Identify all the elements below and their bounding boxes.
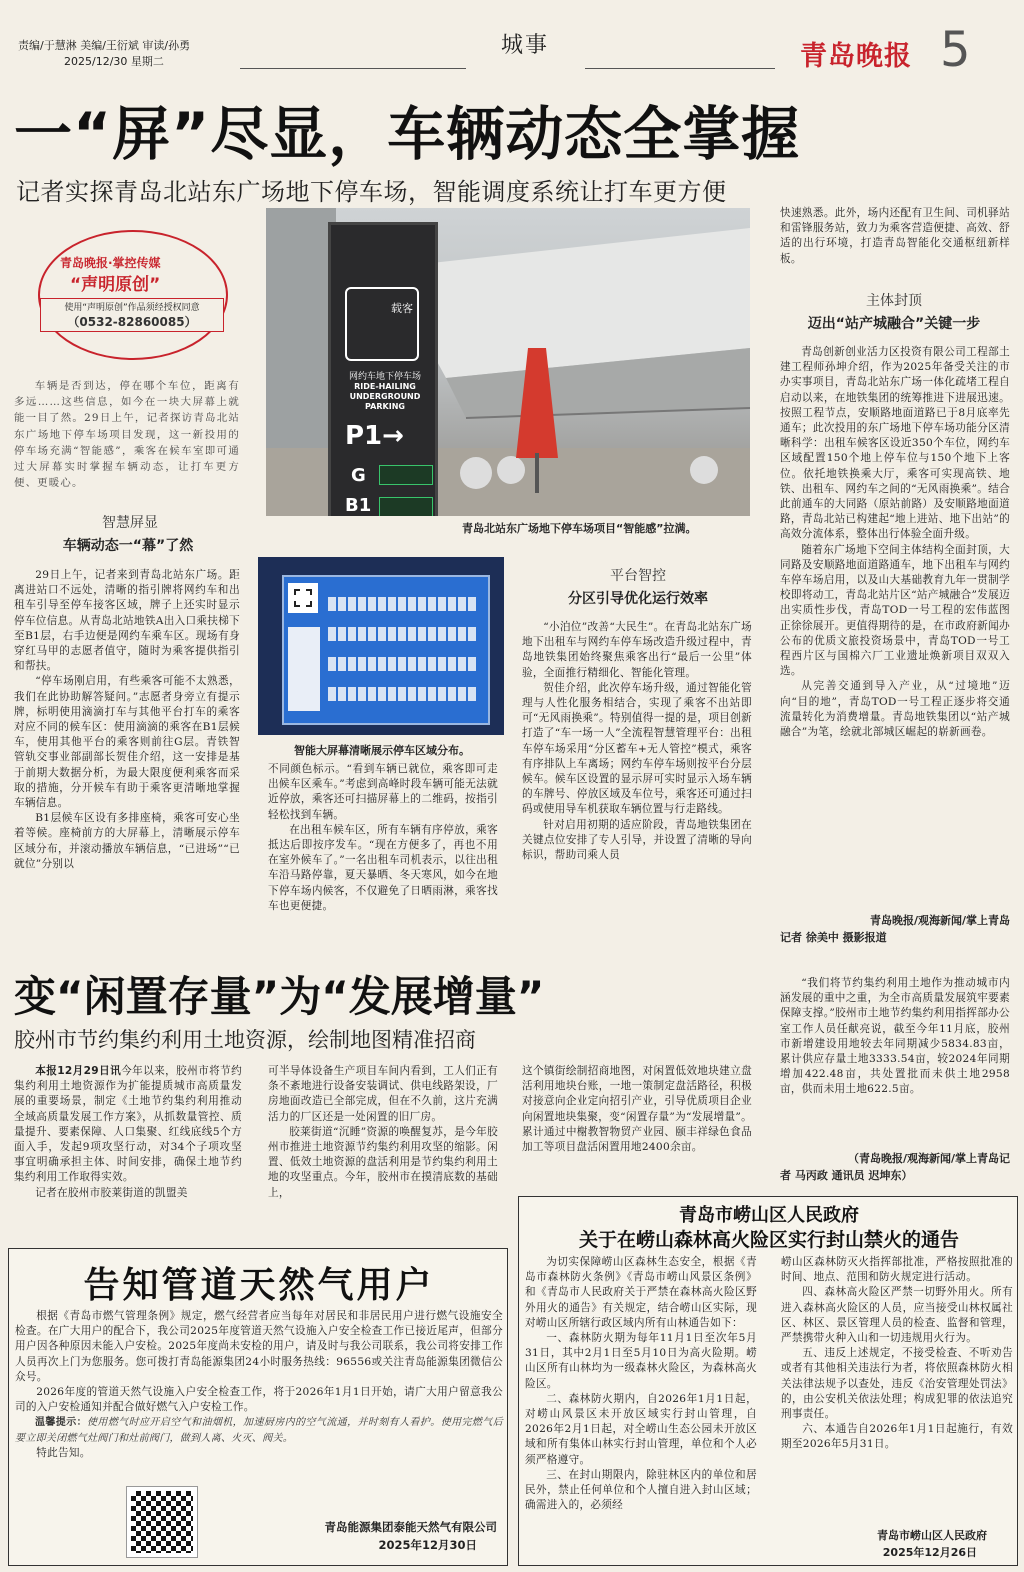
screen-grid-2 bbox=[328, 627, 478, 641]
article1-col2 bbox=[268, 762, 498, 952]
page-number: 5 bbox=[940, 22, 971, 78]
article2-credit bbox=[780, 1150, 1010, 1184]
parking-sign-board bbox=[328, 222, 438, 516]
paragraph: 记者在胶州市胶莱街道的凯盟美 bbox=[35, 1186, 188, 1199]
date-line: 2025/12/30 星期二 bbox=[64, 55, 164, 68]
gas-notice-body bbox=[15, 1309, 503, 1461]
sign-title-cn: 网约车地下停车场 bbox=[348, 372, 421, 382]
paragraph: 崂山区森林防灭火指挥部批准，严格按照批准的时间、地点、范围和防火规定进行活动。 bbox=[781, 1256, 1013, 1284]
paragraph: “小泊位”改善“大民生”。在青岛北站东广场地下出租车与网约车停车场改造升级过程中，青岛地铁集团始终聚焦乘客出行“最后一公里”体验，全面推行精细化、智能化管理。 bbox=[522, 621, 752, 679]
paragraph: 这个镇街绘制招商地图，对闲置低效地块建立盘活利用地块台账，一地一策制定盘活路径，积极对接意向企业定向招引产业，引导优质项目企业向闲置地块集聚，变“闲置存量”为“发展增量”。累计通过中榭教智物贸产业园、颐丰祥绿色食品加工等项目盘活闲置用地2400余亩。 bbox=[522, 1065, 752, 1154]
paragraph: 为切实保障崂山区森林生态安全，根据《青岛市森林防火条例》《青岛市崂山风景区条例》和《青岛市人民政府关于严禁在森林高火险区野外用火的通告》有关规定，结合崂山区实际，现对崂山区所辖行政区域内所有山林通告如下： bbox=[525, 1256, 757, 1329]
article1-col1 bbox=[14, 568, 240, 948]
photo-parking-sign bbox=[266, 208, 750, 516]
paragraph: 可半导体设备生产项目车间内看到，工人们正有条不紊地进行设备安装调试、供电线路架设，厂房地面改造已全部完成，但在不久前，这片充满活力的厂区还是一处闲置的旧厂房。 bbox=[268, 1065, 498, 1123]
paragraph bbox=[14, 1064, 242, 1186]
laoshan-org: 青岛市崂山区人民政府 bbox=[877, 1529, 987, 1542]
paragraph: 2026年度的管道天然气设施入户安全检查工作，将于2026年1月1日开始，请广大用户留意我公司的入户安检通知并配合做好燃气入户安检工作。 bbox=[15, 1386, 503, 1414]
paragraph: 青岛创新创业活力区投资有限公司工程部土建工程师孙坤介绍，作为2025年备受关注的市办实事项目，青岛北站东广场一体化疏堵工程自启动以来，在地铁集团的统筹推进下进展迅速。按照工程节点，安顺路地面道路已于8月底率先通车；此次投用的东广场地下停车场功能分区清晰科学：出租车候客区设近350个车位，网约车区域配置150个地上停车位与150个地下上客位。依托地铁换乘大厅，乘客可实现高铁、地铁、出租车、网约车之间的“无风雨换乘”。结合此前通车的大同路（原站前路）及安顺路地面道路，青岛北站已构建起“地上进站、地下出站”的高效分流体系，整体出行体验全面升级。 bbox=[780, 346, 1010, 541]
article1-subtitle: 记者实探青岛北站东广场地下停车场，智能调度系统让打车更方便 bbox=[16, 178, 727, 206]
article2-col3 bbox=[522, 1064, 752, 1188]
sign-g: G bbox=[351, 465, 366, 486]
article1-credit bbox=[780, 912, 1010, 946]
credit-line2: 者 马丙政 通讯员 迟坤东） bbox=[780, 1169, 913, 1182]
stamp-note bbox=[40, 298, 224, 332]
tip-text: 使用燃气时应开启空气和油烟机，加速厨房内的空气流通，并时刻有人看护。使用完燃气后要立即关闭燃气灶阀门和灶前阀门，做到人离、火灭、阀关。 bbox=[15, 1417, 504, 1444]
credit-line1: （青岛晚报/观海新闻/掌上青岛记 bbox=[847, 1152, 1010, 1165]
photo-smart-screen bbox=[258, 557, 504, 735]
article2-col1 bbox=[14, 1064, 242, 1240]
header-rule-left bbox=[240, 68, 466, 69]
photo2-caption: 智能大屏幕清晰展示停车区域分布。 bbox=[294, 744, 470, 757]
article2-subtitle: 胶州市节约集约利用土地资源，绘制地图精准招商 bbox=[14, 1028, 476, 1052]
newspaper-logo: 青岛晚报 bbox=[800, 41, 912, 72]
paragraph: 在出租车候车区，所有车辆有序停放，乘客抵达后即按序发车。“现在方便多了，再也不用在室外候车了。”一名出租车司机表示，以往出租车沿马路停靠，夏天暴晒、冬天寒风，如今在地下停车场内候客，不仅避免了日晒雨淋，乘客找车也更便捷。 bbox=[268, 823, 498, 912]
section2-kicker: 平台智控 bbox=[610, 568, 666, 584]
sign-led-g bbox=[379, 465, 433, 485]
section1-kicker: 智慧屏显 bbox=[102, 515, 158, 531]
qr-code-icon bbox=[127, 1487, 197, 1557]
sign-p1: P1→ bbox=[345, 421, 404, 451]
gas-notice-org: 青岛能源集团泰能天然气有限公司 bbox=[324, 1520, 497, 1534]
article2-title: 变“闲置存量”为“发展增量” bbox=[14, 972, 545, 1021]
laoshan-notice-box bbox=[518, 1196, 1018, 1566]
laoshan-col1 bbox=[525, 1255, 757, 1563]
laoshan-org-head: 青岛市崂山区人民政府 bbox=[679, 1205, 859, 1226]
stamp-brand: 青岛晚报·掌控传媒 bbox=[60, 256, 161, 270]
screen-grid-3 bbox=[328, 657, 478, 671]
credit-line2: 记者 徐美中 摄影报道 bbox=[780, 931, 887, 944]
article1-col4 bbox=[780, 345, 1010, 909]
paragraph: 四、森林高火险区严禁一切野外用火。所有进入森林高火险区的人员，应当接受山林权属社区、林区、景区管理人员的检查、监督和管理，严禁携带火种入山和一切违规用火行为。 bbox=[781, 1286, 1013, 1345]
lead-text: 今年以来，胶州市将节约集约利用土地资源作为扩能提质城市高质量发展的重要场景，制定《土地节约集约利用推动全域高质量发展工作方案》，从抓数量管控、质量提升、要素保障、人口集聚、红线底线5个方面入手，发起9项攻坚行动，对34个子项攻坚事宜明确承担主体、时间安排，确保土地节约集约利用工作取得实效。 bbox=[14, 1065, 242, 1184]
gas-notice-date: 2025年12月30日 bbox=[378, 1538, 477, 1552]
gas-notice-title: 告知管道天然气用户 bbox=[83, 1265, 435, 1306]
section1-head: 车辆动态一“幕”了然 bbox=[62, 538, 194, 554]
sign-led-b1 bbox=[379, 497, 433, 516]
article2-col2 bbox=[268, 1064, 498, 1240]
section2-head: 分区引导优化运行效率 bbox=[568, 591, 708, 607]
stamp-title: “声明原创” bbox=[70, 275, 161, 295]
paragraph: 针对启用初期的适应阶段，青岛地铁集团在关键点位安排了专人引导，并设置了清晰的导向标识，帮助司乘人员 bbox=[522, 818, 752, 862]
paragraph: 六、本通告自2026年1月1日起施行，有效期至2026年5月31日。 bbox=[781, 1423, 1013, 1451]
paragraph: 根据《青岛市燃气管理条例》规定，燃气经营者应当每年对居民和非居民用户进行燃气设施安全检查。在广大用户的配合下，我公司2025年度管道天然气设施入户安全检查工作已接近尾声，但部分用户因各种原因未能入户安检。2025年度尚未安检的用户，请及时与我公司联系，我公司将安排工作人员再次上门为您服务。您可拨打青岛能源集团24小时服务热线：96556或关注青岛能源集团微信公众号。 bbox=[15, 1310, 503, 1383]
paragraph: 胶莱街道“沉睡”资源的唤醒复苏，是今年胶州市推进土地资源节约集约利用攻坚的缩影。闲置、低效土地资源的盘活利用是节约集约利用土地的攻坚重点。今年，胶州市在摸清底数的基础上， bbox=[268, 1125, 498, 1199]
paragraph: 从完善交通到导入产业，从“过境地”迈向“目的地”，青岛TOD一号工程正逐步将交通流量转化为消费增量。青岛地铁集团以“站产城融合”为笔，绘就北部城区崛起的崭新画卷。 bbox=[780, 680, 1010, 739]
screen-qr-icon bbox=[288, 583, 318, 613]
gas-notice-box bbox=[8, 1248, 508, 1566]
original-statement-stamp bbox=[38, 230, 228, 360]
article2-col4 bbox=[780, 976, 1010, 1150]
section3-head: 迈出“站产城融合”关键一步 bbox=[807, 316, 981, 332]
paragraph: 不同颜色标示。“看到车辆已就位，乘客即可走出候车区乘车。”考虑到高峰时段车辆可能无法就近停放，乘客还可扫描屏幕上的二维码，按指引轻松找到车辆。 bbox=[268, 763, 498, 821]
paragraph: “我们将节约集约利用土地作为推动城市内涵发展的重中之重，为全市高质量发展筑牢要素保障支撑。”胶州市土地节约集约利用指挥部办公室工作人员任献亮说，截至今年11月底，胶州市新增建设用地较去年同期减少5834.83亩，累计供应存量土地3333.54亩，较2024年同期增加422.48亩，共处置批而未供土地2958亩，供而未用土地622.5亩。 bbox=[780, 977, 1010, 1096]
paragraph: “停车场刚启用，有些乘客可能不太熟悉，我们在此协助解答疑问。”志愿者身旁立有提示牌，标明使用滴滴打车与其他平台打车的乘客对应不同的候车区：使用滴滴的乘客在B1层候车，使用其他平台的乘客则前往G层。青铁智管轨交事业部副部长贺佳介绍，这一安排是基于前期大数据分析，为最大限度便利乘客而采取的措施，分开候车有助于乘客更清晰地掌握车辆信息。 bbox=[14, 675, 240, 810]
article1-lead: 车辆是否到达，停在哪个车位，距离有多远……这些信息，如今在一块大屏幕上就能一目了然。29日上午，记者探访青岛北站东广场地下停车场项目发现，这一新投用的停车场充满“智能感”，乘客在候车室即可通过大屏幕实时掌握车辆动态，让打车更方便、更暖心。 bbox=[14, 380, 240, 490]
paragraph: 29日上午，记者来到青岛北站东广场。距离进站口不远处，清晰的指引牌将网约车和出租车引导至停车接客区域，牌子上还实时显示停车位信息。从青岛北站地铁A出入口乘扶梯下至B1层，右手边便是网约车乘车区。现场有身穿红马甲的志愿者值守，随时为乘客提供指引和帮扶。 bbox=[14, 569, 240, 673]
paragraph: 贺佳介绍，此次停车场升级，通过智能化管理与人性化服务相结合，实现了乘客不出站即可“无风雨换乘”。特别值得一提的是，项目创新打造了“车一场一人”全流程智慧管理平台：出租车停车场采用“分区蓄车+无人管控”模式，乘客有序排队上车离场；网约车停车场则按平台分层候车。候车区设置的显示屏可实时显示入场车辆的车牌号、停放区域及车位号，乘客还可通过扫码或使用导车机获取车辆位置与行走路线。 bbox=[522, 681, 752, 816]
editors-line: 责编/于慧淋 美编/王衍斌 审读/孙勇 bbox=[18, 39, 191, 52]
paragraph: 快速熟悉。此外，场内还配有卫生间、司机驿站和雷锋服务站，致力为乘客营造便捷、高效、舒适的出行环境，打造青岛智能化交通枢纽新样板。 bbox=[780, 207, 1010, 265]
header-rule-right bbox=[585, 68, 775, 69]
screen-legend bbox=[288, 627, 320, 711]
stamp-phone: （0532-82860085） bbox=[67, 315, 197, 329]
paragraph: 二、森林防火期内，自2026年1月1日起，对崂山风景区未开放区域实行封山管理，自2026年2月1日起，对全崂山生态公园未开放区域和所有集体山林实行封山管理，单位和个人必须严格遵守。 bbox=[525, 1392, 757, 1466]
laoshan-col2 bbox=[781, 1255, 1013, 1513]
laoshan-notice-title: 关于在崂山森林高火险区实行封山禁火的通告 bbox=[578, 1229, 959, 1251]
tip-label: 温馨提示： bbox=[35, 1417, 88, 1429]
stamp-note-text: 使用“声明原创”作品须经授权同意 bbox=[64, 303, 200, 313]
article1-col4-top bbox=[780, 206, 1010, 267]
paragraph bbox=[15, 1415, 503, 1445]
screen-grid-1 bbox=[328, 597, 478, 611]
section-title: 城事 bbox=[500, 33, 549, 58]
sign-b1: B1 bbox=[345, 495, 372, 516]
article1-title: 一“屏”尽显，车辆动态全掌握 bbox=[14, 100, 801, 168]
credit-line1: 青岛晚报/观海新闻/掌上青岛 bbox=[869, 914, 1010, 927]
paragraph: B1层候车区设有多排座椅，乘客可安心坐着等候。座椅前方的大屏幕上，清晰展示停车区域分布，并滚动播放车辆信息，“已进场”“已就位”分别以 bbox=[14, 812, 240, 870]
dateline: 本报12月29日讯 bbox=[35, 1065, 122, 1077]
sign-tag: 载客 bbox=[391, 302, 413, 315]
paragraph: 三、在封山期限内，除驻林区内的单位和居民外，禁止任何单位和个人擅自进入封山区域；确需进入的，必须经 bbox=[525, 1468, 757, 1512]
masthead-info bbox=[18, 38, 190, 70]
paragraph: 随着东广场地下空间主体结构全面封顶，大同路及安顺路地面道路通车，地下出租车与网约车停车场启用，以及山大基础教育九年一贯制学校即将动工，青岛北站片区“站产城融合”发展迈出实质性步伐，青岛TOD一号工程的宏伟蓝图正徐徐展开。更值得期待的是，在市政府新闻办公布的优质文旅投资场景中，青岛TOD一号工程西片区与国棉六厂工业遗址焕新项目双双入选。 bbox=[780, 543, 1010, 678]
article1-col3 bbox=[522, 620, 752, 950]
ride-hailing-icon bbox=[345, 287, 419, 361]
paragraph: 特此告知。 bbox=[36, 1446, 91, 1459]
section3-kicker: 主体封顶 bbox=[866, 293, 922, 309]
sign-title-en: RIDE-HAILING UNDERGROUND PARKING bbox=[349, 382, 421, 411]
paragraph: 五、违反上述规定，不接受检查、不听劝告或者有其他相关违法行为者，将依照森林防火相关法律法规予以查处，违反《治安管理处罚法》的，由公安机关依法处理；构成犯罪的依法追究刑事责任。 bbox=[781, 1347, 1013, 1421]
laoshan-date: 2025年12月26日 bbox=[882, 1546, 977, 1559]
screen-grid-4 bbox=[328, 687, 478, 701]
paragraph: 一、森林防火期为每年11月1日至次年5月31日，其中2月1日至5月10日为高火险期。崂山区所有山林均为一级森林火险区，为森林高火险区。 bbox=[525, 1332, 757, 1390]
photo1-caption: 青岛北站东广场地下停车场项目“智能感”拉满。 bbox=[462, 522, 697, 535]
